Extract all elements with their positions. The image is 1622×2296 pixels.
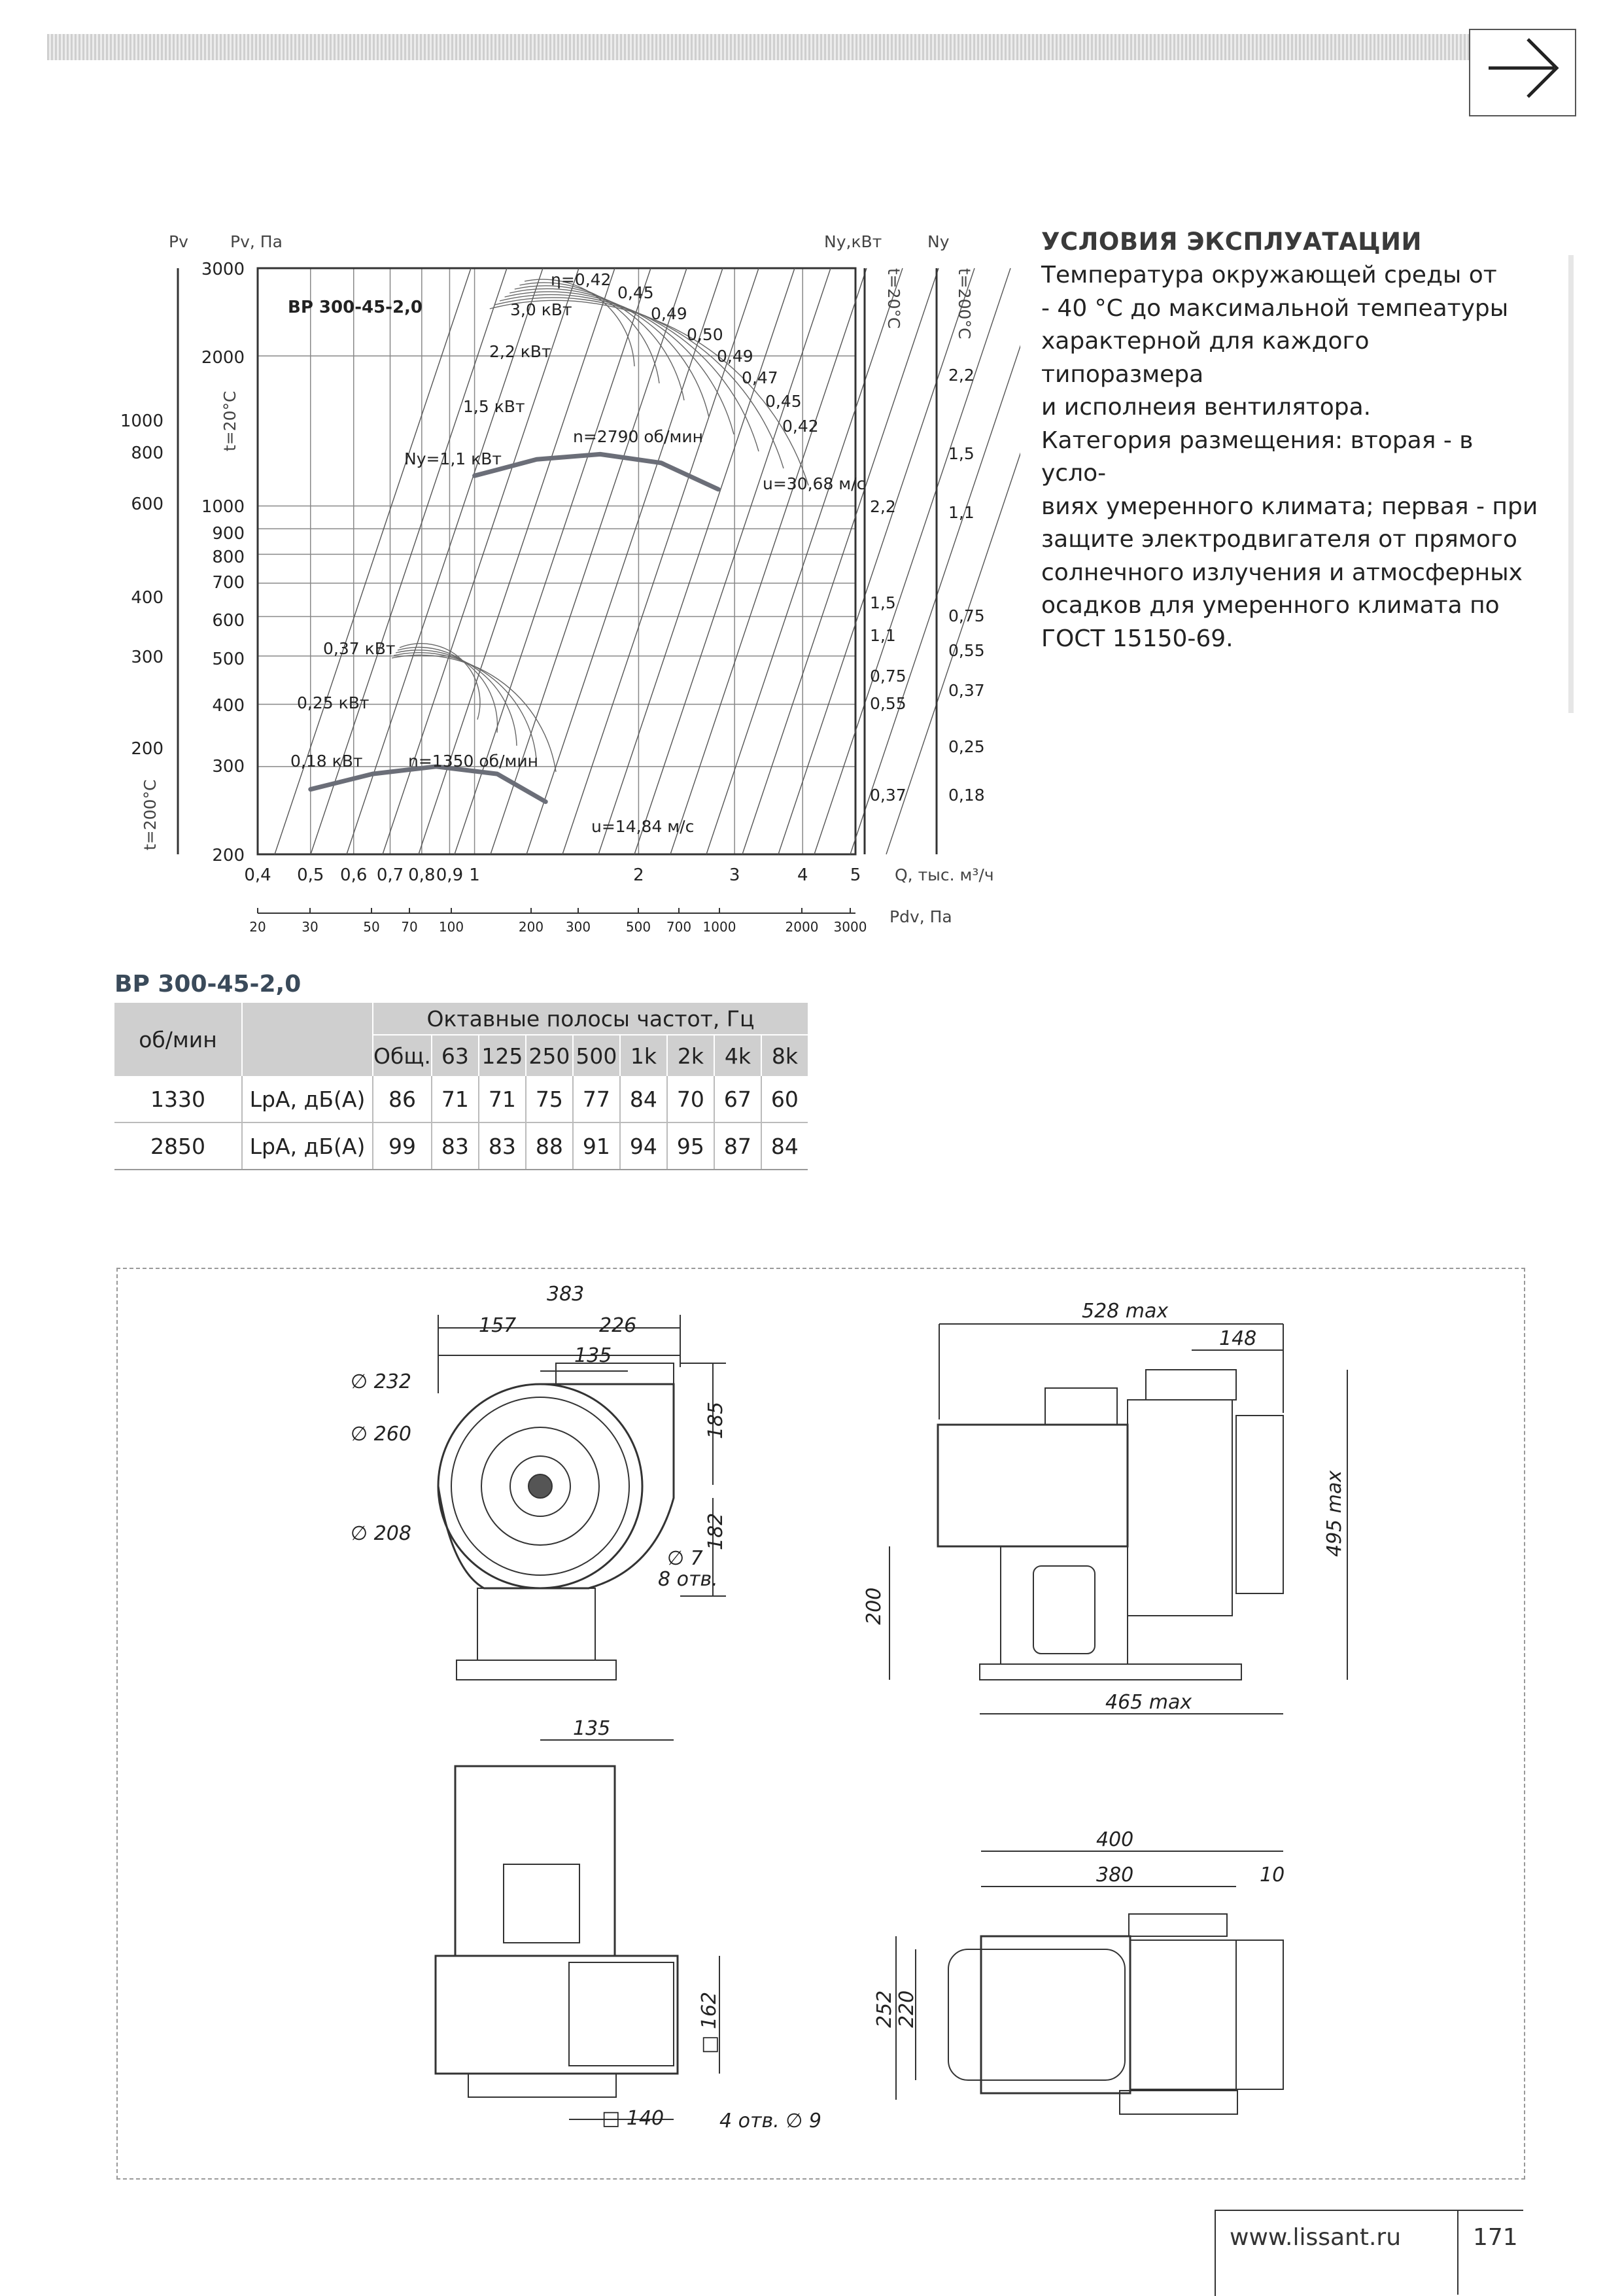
- col-header: 63: [432, 1035, 479, 1076]
- x2-tick-label: 300: [565, 919, 591, 935]
- rpm-label: n=1350 об/мин: [408, 752, 538, 771]
- conditions-line: осадков для умеренного климата по: [1041, 592, 1500, 619]
- value-cell: 75: [526, 1076, 573, 1122]
- dim-495: 495 max: [1323, 1470, 1346, 1557]
- x2-tick-label: 200: [518, 919, 544, 935]
- right-outer-tick: 0,55: [948, 641, 985, 660]
- conditions-line: - 40 °С до максимальной темпеатуры: [1041, 294, 1509, 322]
- col-header: 250: [526, 1035, 573, 1076]
- power-label: Ny=1,1 кВт: [404, 449, 502, 468]
- x2-tick-label: 100: [438, 919, 464, 935]
- col-header: 4k: [714, 1035, 761, 1076]
- eta-label: 0,47: [742, 368, 778, 387]
- value-cell: 87: [714, 1122, 761, 1170]
- conditions-line: ГОСТ 15150-69.: [1041, 625, 1234, 652]
- value-cell: 60: [761, 1076, 808, 1122]
- dim-148: 148: [1219, 1327, 1257, 1350]
- value-cell: 86: [373, 1076, 432, 1122]
- eta-label: 0,49: [717, 347, 753, 366]
- col-header: 500: [573, 1035, 620, 1076]
- t200-left-label: t=200°С: [141, 779, 160, 850]
- unit-cell: LpA, дБ(А): [242, 1122, 373, 1170]
- dim-157: 157: [479, 1314, 517, 1337]
- value-cell: 67: [714, 1076, 761, 1122]
- right-inner-tick: 0,37: [870, 786, 906, 805]
- front-view: [438, 1315, 726, 1680]
- top-view: [896, 1851, 1283, 2114]
- right-inner-tick: 2,2: [870, 497, 896, 516]
- footer-url-link[interactable]: www.lissant.ru: [1230, 2224, 1402, 2251]
- y-tick-label: 900: [212, 524, 245, 544]
- conditions-line: Температура окружающей среды от: [1041, 262, 1497, 288]
- dim-220: 220: [895, 1990, 918, 2028]
- dim-phi7: ∅ 7: [667, 1547, 703, 1570]
- x-tick-label: 3: [729, 865, 740, 885]
- col-header: 8k: [761, 1035, 808, 1076]
- eta-label: η=0,42: [551, 270, 612, 289]
- dim-400: 400: [1096, 1828, 1134, 1851]
- value-cell: 71: [432, 1076, 479, 1122]
- dim-140: □ 140: [602, 2107, 664, 2130]
- dim-135: 135: [574, 1344, 612, 1367]
- footer-box: [1215, 2210, 1523, 2296]
- col-header: 2k: [667, 1035, 714, 1076]
- x2-tick-label: 70: [401, 919, 418, 935]
- col-header: 125: [479, 1035, 526, 1076]
- y-tick-label: 1000: [201, 497, 245, 517]
- value-cell: 83: [479, 1122, 526, 1170]
- power-label: 0,25 кВт: [297, 693, 370, 712]
- y-tick-label: 2000: [201, 348, 245, 368]
- right-outer-tick: 1,1: [948, 503, 975, 522]
- eta-label: 0,45: [617, 283, 654, 302]
- x-tick-label: 0,6: [340, 865, 368, 885]
- col-header: 1k: [620, 1035, 667, 1076]
- y-tick-label: 500: [212, 650, 245, 669]
- power-label: 1,5 кВт: [463, 397, 525, 416]
- x2-tick-label: 700: [666, 919, 692, 935]
- y-tick-label: 600: [212, 611, 245, 631]
- right-inner-tick: 0,55: [870, 694, 906, 713]
- left-outer-tick: 800: [131, 444, 164, 463]
- left-outer-tick: 200: [131, 739, 164, 759]
- x-tick-label: 0,5: [297, 865, 324, 885]
- x2-axis-label: Pdv, Па: [889, 907, 952, 926]
- pv-left-label: Pv: [169, 232, 188, 251]
- bottom-view: [436, 1740, 719, 2119]
- right-outer-tick: 0,75: [948, 606, 985, 625]
- power-label: 2,2 кВт: [489, 342, 551, 361]
- y-tick-label: 800: [212, 548, 245, 567]
- dim-10: 10: [1260, 1864, 1285, 1887]
- x2-tick-label: 500: [625, 919, 651, 935]
- right-outer-tick: 0,37: [948, 681, 985, 700]
- power-label: 0,18 кВт: [290, 752, 363, 771]
- dim-200: 200: [863, 1587, 886, 1625]
- rpm-cell: 2850: [114, 1122, 242, 1170]
- dim-phi260: ∅ 260: [351, 1423, 411, 1446]
- value-cell: 84: [620, 1076, 667, 1122]
- eta-label: 0,49: [651, 304, 687, 323]
- octave-group-header: Октавные полосы частот, Гц: [373, 1003, 808, 1035]
- rpm-label: n=2790 об/мин: [573, 427, 703, 446]
- x2-tick-label: 2000: [785, 919, 819, 935]
- left-outer-tick: 600: [131, 495, 164, 514]
- eta-label: 0,42: [782, 417, 819, 436]
- t20-left-label: t=20°С: [220, 391, 239, 451]
- right-inner-tick: 1,1: [870, 626, 896, 645]
- chart-title: ВР 300-45-2,0: [288, 298, 423, 317]
- y-tick-label: 700: [212, 573, 245, 593]
- value-cell: 77: [573, 1076, 620, 1122]
- dim-185: 185: [704, 1401, 727, 1439]
- dim-383: 383: [547, 1283, 585, 1306]
- right-inner-tick: 0,75: [870, 667, 906, 686]
- value-cell: 88: [526, 1122, 573, 1170]
- power-label: 0,37 кВт: [323, 639, 396, 658]
- dim-phi232: ∅ 232: [351, 1370, 411, 1393]
- value-cell: 83: [432, 1122, 479, 1170]
- x-tick-label: 2: [633, 865, 644, 885]
- x-tick-label: 5: [850, 865, 861, 885]
- ny-label: Ny: [927, 232, 950, 251]
- rpm-header: об/мин: [114, 1003, 242, 1076]
- y-tick-label: 400: [212, 696, 245, 716]
- x-tick-label: 0,4: [244, 865, 271, 885]
- dim-226: 226: [599, 1314, 637, 1337]
- t200-right-label: t=200°С: [955, 268, 974, 339]
- x-tick-label: 0,8: [408, 865, 436, 885]
- dim-528: 528 max: [1082, 1300, 1169, 1323]
- x2-tick-label: 1000: [702, 919, 736, 935]
- dim-holes8: 8 отв.: [658, 1568, 718, 1591]
- right-outer-tick: 2,2: [948, 366, 975, 385]
- speed-label: u=14,84 м/с: [591, 817, 695, 836]
- dim-135b: 135: [573, 1717, 611, 1740]
- conditions-line: характерной для каждого типоразмера: [1041, 328, 1370, 388]
- left-outer-tick: 400: [131, 588, 164, 608]
- conditions-line: виях умеренного климата; первая - при: [1041, 493, 1538, 520]
- right-outer-tick: 0,25: [948, 737, 985, 756]
- value-cell: 91: [573, 1122, 620, 1170]
- value-cell: 95: [667, 1122, 714, 1170]
- conditions-title: УСЛОВИЯ ЭКСПЛУАТАЦИИ: [1041, 228, 1422, 256]
- eta-label: 0,45: [765, 392, 802, 411]
- x-axis-label: Q, тыс. м³/ч: [895, 865, 994, 884]
- conditions-line: Категория размещения: вторая - в усло-: [1041, 426, 1474, 487]
- side-view: [889, 1324, 1347, 1714]
- value-cell: 99: [373, 1122, 432, 1170]
- value-cell: 71: [479, 1076, 526, 1122]
- left-outer-tick: 300: [131, 648, 164, 667]
- ny-kw-label: Ny,кВт: [824, 232, 882, 251]
- right-inner-tick: 1,5: [870, 593, 896, 612]
- x2-tick-label: 50: [363, 919, 380, 935]
- t20-right-label: t=20°С: [884, 268, 903, 329]
- eta-label: 0,50: [687, 325, 723, 344]
- x-tick-label: 0,7: [376, 865, 404, 885]
- x2-tick-label: 3000: [833, 919, 867, 935]
- col-header: Общ.: [373, 1035, 432, 1076]
- y-tick-label: 200: [212, 846, 245, 865]
- speed-label: u=30,68 м/с: [763, 474, 866, 493]
- power-label: 3,0 кВт: [510, 300, 572, 319]
- dim-182: 182: [704, 1512, 727, 1550]
- y-tick-label: 300: [212, 757, 245, 776]
- value-cell: 94: [620, 1122, 667, 1170]
- x-tick-label: 1: [469, 865, 480, 885]
- dim-252: 252: [873, 1990, 896, 2028]
- right-outer-tick: 1,5: [948, 444, 975, 463]
- value-cell: 70: [667, 1076, 714, 1122]
- conditions-line: защите электродвигателя от прямого: [1041, 526, 1517, 553]
- table-title: ВР 300-45-2,0: [114, 971, 302, 998]
- x2-tick-label: 20: [249, 919, 266, 935]
- dim-phi208: ∅ 208: [351, 1522, 411, 1545]
- value-cell: 84: [761, 1122, 808, 1170]
- unit-cell: LpA, дБ(А): [242, 1076, 373, 1122]
- footer-divider: [1457, 2210, 1458, 2295]
- x2-tick-label: 30: [302, 919, 319, 935]
- rpm-cell: 1330: [114, 1076, 242, 1122]
- dim-380: 380: [1096, 1864, 1134, 1887]
- right-outer-tick: 0,18: [948, 786, 985, 805]
- x-tick-label: 0,9: [436, 865, 464, 885]
- x-tick-label: 4: [797, 865, 808, 885]
- dim-465: 465 max: [1105, 1691, 1192, 1714]
- conditions-line: и исполнеия вентилятора.: [1041, 394, 1372, 421]
- y-tick-label: 3000: [201, 260, 245, 279]
- pv-pa-label: Pv, Па: [230, 232, 283, 251]
- dim-162: □ 162: [698, 1991, 721, 2054]
- page-number: 171: [1473, 2224, 1518, 2251]
- conditions-line: солнечного излучения и атмосферных: [1041, 559, 1523, 586]
- left-outer-tick: 1000: [120, 411, 164, 431]
- dim-holes4: 4 отв. ∅ 9: [719, 2110, 821, 2132]
